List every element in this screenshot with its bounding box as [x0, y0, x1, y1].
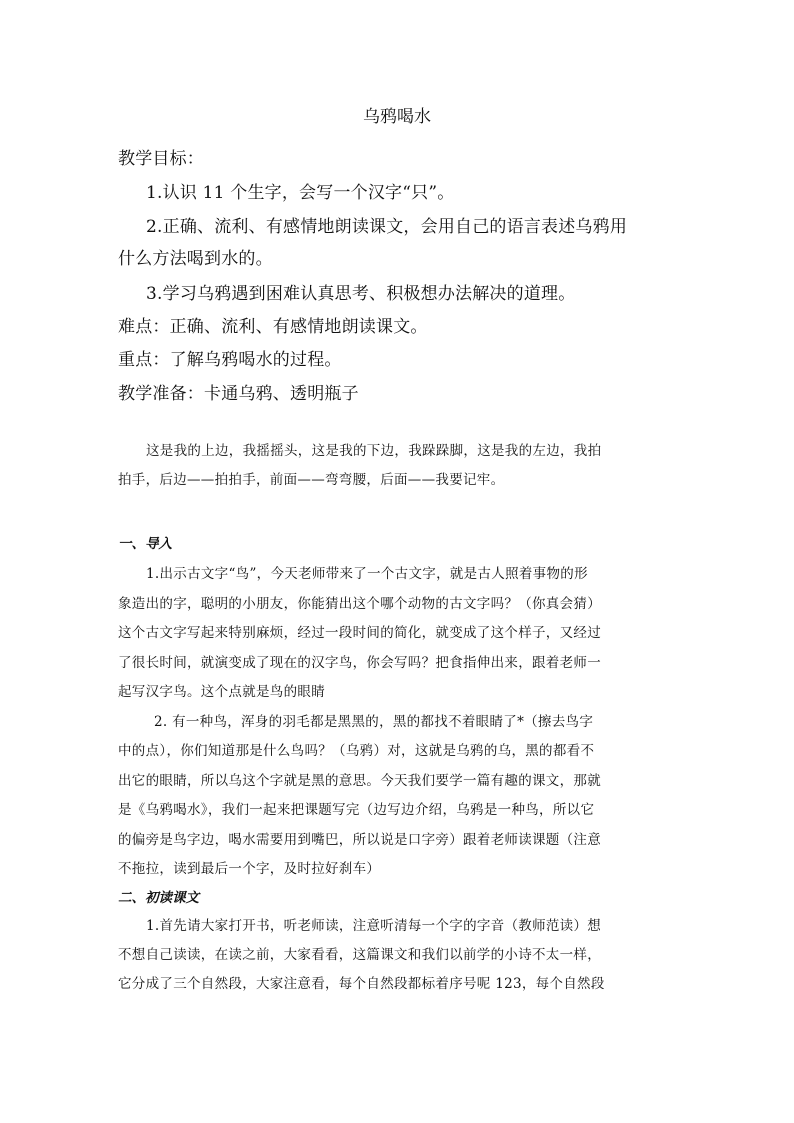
section-1-line: 1.出示古文字“鸟”，今天老师带来了一个古文字，就是古人照着事物的形	[146, 566, 588, 582]
preparation-line: 教学准备：卡通乌鸦、透明瓶子	[118, 384, 359, 404]
goal-item-3: 3.学习乌鸦遇到困难认真思考、积极想办法解决的道理。	[146, 284, 576, 304]
section-1-line: 了很长时间，就演变成了现在的汉字鸟，你会写吗？把食指伸出来，跟着老师一	[118, 655, 601, 671]
section-1-line: 的偏旁是鸟字边，喝水需要用到嘴巴，所以说是口字旁）跟着老师读课题（注意	[118, 832, 601, 848]
goals-label: 教学目标：	[118, 149, 204, 169]
section-1-line: 不拖拉，读到最后一个字，及时拉好刹车）	[118, 861, 381, 877]
section-1-heading: 一、导入	[118, 536, 172, 552]
goal-item-2-cont: 什么方法喝到水的。	[118, 249, 273, 269]
warmup-line-1: 这是我的上边，我摇摇头，这是我的下边，我跺跺脚，这是我的左边，我拍	[146, 443, 602, 459]
section-2-line: 它分成了三个自然段，大家注意看，每个自然段都标着序号呢 123，每个自然段	[118, 976, 605, 992]
section-1-line: 象造出的字，聪明的小朋友，你能猜出这个哪个动物的古文字吗？（你真会猜）	[118, 596, 601, 612]
section-1-line: 起写汉字鸟。这个点就是鸟的眼睛	[118, 684, 325, 700]
section-2-heading: 二、初读课文	[118, 890, 199, 906]
section-1-line: 出它的眼睛，所以乌这个字就是黑的意思。今天我们要学一篇有趣的课文，那就	[118, 773, 601, 789]
section-1-line: 是《乌鸦喝水》，我们一起来把课题写完（边写边介绍，乌鸦是一种鸟，所以它	[118, 802, 595, 818]
section-1-line: 这个古文字写起来特别麻烦，经过一段时间的简化，就变成了这个样子，又经过	[118, 625, 601, 641]
goal-item-2: 2.正确、流利、有感情地朗读课文，会用自己的语言表述乌鸦用	[146, 217, 628, 237]
document-title: 乌鸦喝水	[363, 107, 431, 127]
key-point-line: 重点：了解乌鸦喝水的过程。	[118, 350, 342, 370]
section-1-line: 2. 有一种鸟，浑身的羽毛都是黑黑的，黑的都找不着眼睛了*（擦去鸟字	[154, 714, 594, 730]
warmup-line-2: 拍手，后边——拍拍手，前面——弯弯腰，后面——我要记牢。	[118, 472, 505, 488]
section-1-line: 中的点），你们知道那是什么鸟吗？（乌鸦）对，这就是乌鸦的乌，黑的都看不	[118, 743, 595, 759]
goal-item-1: 1.认识 11 个生字，会写一个汉字“只”。	[146, 183, 455, 203]
section-2-line: 1.首先请大家打开书，听老师读，注意听清每一个字的字音（教师范读）想	[146, 918, 602, 934]
section-2-line: 不想自己读读，在读之前，大家看看，这篇课文和我们以前学的小诗不太一样，	[118, 947, 601, 963]
difficulty-line: 难点：正确、流利、有感情地朗读课文。	[118, 317, 428, 337]
